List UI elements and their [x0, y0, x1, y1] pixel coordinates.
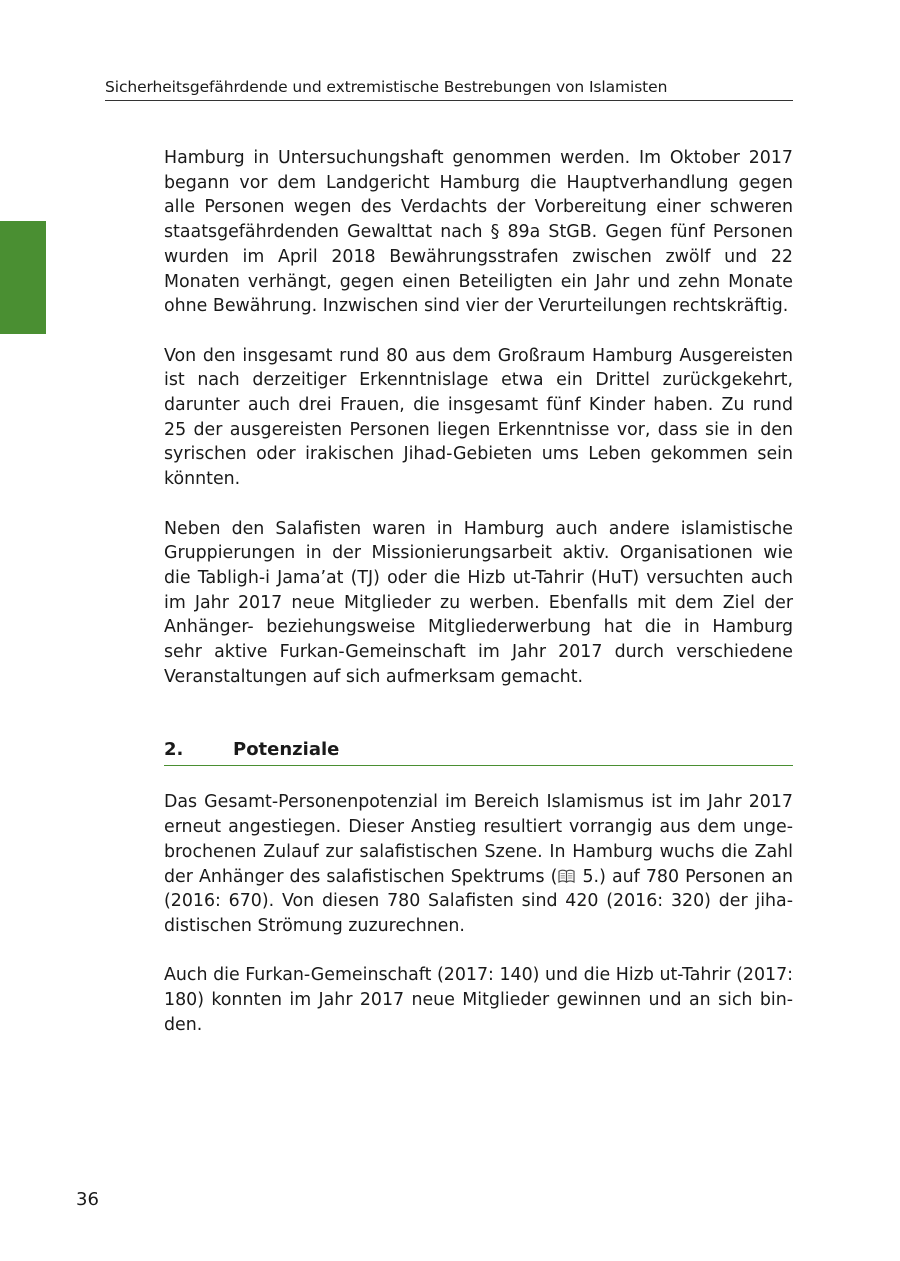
book-icon [558, 869, 575, 883]
body-paragraph: Neben den Salafisten waren in Hamburg auch andere islamistische Gruppierungen in der Missionierungsarbeit aktiv. Organisationen wie die Tabligh-i Jama’at (TJ) oder die Hizb ut-Tahrir (HuT) versuchten auch im Jahr 2017 neue Mitglieder zu werben. Ebenfalls mit dem Ziel der Anhänger- beziehungsweise Mitgliederwerbung hat die in Hamburg sehr aktive Furkan-Gemeinschaft im Jahr 2017 durch verschiedene Veranstaltungen auf sich aufmerksam gemacht. [164, 518, 793, 687]
section-title: Potenziale [233, 739, 340, 761]
body-paragraph [164, 790, 793, 938]
section-body [164, 790, 793, 1037]
section-heading [164, 738, 793, 766]
page-number: 36 [76, 1189, 99, 1210]
chapter-marker-tab [0, 221, 46, 334]
body-paragraph: Von den insgesamt rund 80 aus dem Großraum Hamburg Ausgereisten ist nach derzeitiger Erkenntnislage etwa ein Drittel zurückgekehrt, darunter auch drei Frauen, die insgesamt fünf Kinder haben. Zu rund 25 der ausgereisten Personen liegen Erkenntnisse vor, dass sie in den syrischen oder irakischen Jihad-Gebieten ums Leben gekommen sein könnten. [164, 345, 793, 490]
running-header: Sicherheitsgefährdende und extremistische Bestrebungen von Islamisten [105, 78, 668, 96]
paragraph-text: Das Gesamt-Personenpotenzial im Bereich Islamismus ist im Jahr 2017 erneut angestiegen. Dieser Anstieg resultiert vorrangig aus dem ungebrochenen Zulauf zur salafistischen Szene. In Hamburg wuchs die Zahl der Anhänger des salafistischen Spektrums ( [164, 792, 793, 887]
section-number: 2. [164, 739, 184, 761]
main-content [164, 146, 793, 1037]
body-paragraph: Auch die Furkan-Gemeinschaft (2017: 140) und die Hizb ut-Tahrir (2017: 180) konnten im Jahr 2017 neue Mitglieder gewinnen und an sich binden. [164, 965, 793, 1035]
cross-reference: 5. [576, 866, 600, 887]
header-rule [105, 100, 793, 101]
body-paragraph: Hamburg in Untersuchungshaft genommen werden. Im Oktober 2017 begann vor dem Landgericht Hamburg die Hauptverhandlung gegen alle Personen wegen des Verdachts der Vorbereitung einer schweren staatsgefährdenden Gewalttat nach § 89a StGB. Gegen fünf Personen wurden im April 2018 Bewährungsstrafen zwischen zwölf und 22 Monaten verhängt, gegen einen Beteiligten ein Jahr und zehn Monate ohne Bewährung. Inzwischen sind vier der Verurteilungen rechtskräftig. [164, 148, 793, 317]
paragraph-text: ) auf 780 Personen an (2016: 670). Von diesen 780 Salafisten sind 420 (2016: 320) der jihadistischen Strömung zuzurechnen. [164, 866, 793, 936]
